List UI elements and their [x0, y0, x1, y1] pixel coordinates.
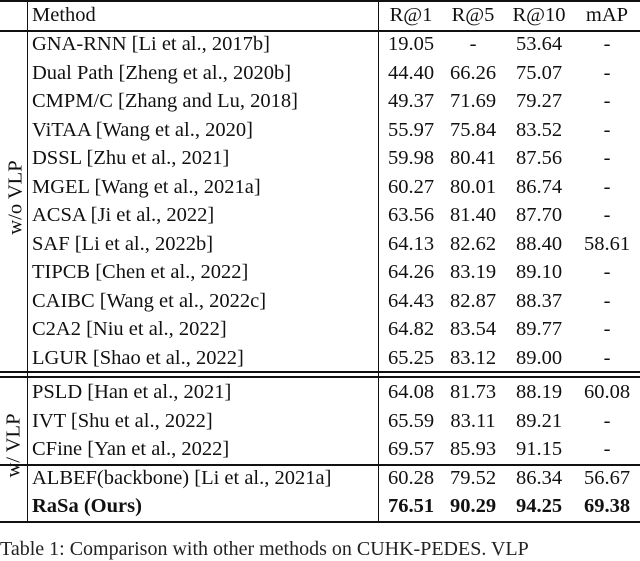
method-cell: ACSA [Ji et al., 2022] [32, 204, 215, 226]
method-cell: PSLD [Han et al., 2021] [32, 381, 232, 403]
r1-cell: 64.13 [387, 232, 435, 255]
map-cell: - [603, 289, 611, 312]
r10-cell: 79.27 [515, 90, 563, 112]
r1-cell: 64.08 [387, 381, 435, 403]
header-map: mAP [585, 4, 629, 26]
map-cell: - [603, 33, 611, 55]
r5-cell: 83.12 [449, 346, 497, 369]
method-cell: CMPM/C [Zhang and Lu, 2018] [32, 90, 298, 112]
r10-cell: 88.19 [515, 381, 563, 403]
method-cell: SAF [Li et al., 2022b] [32, 232, 214, 255]
method-cell: C2A2 [Niu et al., 2022] [32, 318, 227, 340]
r10-cell: 91.15 [515, 438, 563, 460]
r5-cell: 83.54 [449, 318, 497, 340]
r1-cell: 64.82 [387, 318, 435, 340]
map-cell: 60.08 [583, 381, 631, 403]
r5-cell: 75.84 [449, 118, 497, 141]
table-row [0, 435, 640, 464]
table-row [0, 173, 640, 202]
map-cell: - [603, 261, 611, 283]
r10-cell: 86.74 [515, 175, 563, 198]
r10-cell: 87.70 [515, 204, 563, 226]
table-row [0, 144, 640, 173]
map-cell: 56.67 [583, 467, 631, 489]
map-cell: 69.38 [583, 495, 631, 517]
r1-cell: 65.59 [387, 409, 435, 432]
map-cell: - [603, 438, 611, 460]
r5-cell: 83.19 [449, 261, 497, 283]
method-cell: TIPCB [Chen et al., 2022] [32, 261, 249, 283]
map-cell: - [603, 175, 611, 198]
table-row [0, 407, 640, 436]
r10-cell: 89.77 [515, 318, 563, 340]
r1-cell: 55.97 [387, 118, 435, 141]
r1-cell: 49.37 [387, 90, 435, 112]
table-row [0, 59, 640, 88]
method-cell: CFine [Yan et al., 2022] [32, 438, 230, 460]
r10-cell: 86.34 [515, 467, 563, 489]
r1-cell: 44.40 [387, 61, 435, 84]
r1-cell: 19.05 [387, 33, 435, 55]
map-cell: - [603, 90, 611, 112]
table-row [0, 116, 640, 145]
r1-cell: 60.27 [387, 175, 435, 198]
r10-cell: 75.07 [515, 61, 563, 84]
r10-cell: 88.37 [515, 289, 563, 312]
r1-cell: 76.51 [387, 495, 435, 517]
method-cell: ViTAA [Wang et al., 2020] [32, 118, 253, 141]
r10-cell: 89.00 [515, 346, 563, 369]
r5-cell: 79.52 [449, 467, 497, 489]
method-cell: GNA-RNN [Li et al., 2017b] [32, 33, 270, 55]
method-cell: IVT [Shu et al., 2022] [32, 409, 213, 432]
table-row [0, 287, 640, 316]
r5-cell: 71.69 [449, 90, 497, 112]
r10-cell: 53.64 [515, 33, 563, 55]
r10-cell: 83.52 [515, 118, 563, 141]
map-cell: - [603, 147, 611, 169]
map-cell: - [603, 61, 611, 84]
table-row-ours [0, 492, 640, 521]
header-r10: R@10 [512, 4, 566, 26]
r5-cell: 82.87 [449, 289, 497, 312]
method-cell: ALBEF(backbone) [Li et al., 2021a] [32, 467, 332, 489]
r5-cell: 83.11 [450, 409, 496, 432]
method-cell: CAIBC [Wang et al., 2022c] [32, 289, 267, 312]
table-row [0, 344, 640, 373]
group-label-w-vlp: w/ VLP [2, 413, 25, 478]
method-cell: MGEL [Wang et al., 2021a] [32, 175, 261, 198]
map-cell: - [603, 346, 611, 369]
table-row [0, 30, 640, 59]
r10-cell: 88.40 [515, 232, 563, 255]
r5-cell: 81.40 [449, 204, 497, 226]
r1-cell: 60.28 [387, 467, 435, 489]
r10-cell: 89.10 [515, 261, 563, 283]
method-cell: RaSa (Ours) [32, 495, 142, 517]
group-label-wo-vlp: w/o VLP [4, 160, 27, 235]
table-row [0, 258, 640, 287]
table-row [0, 201, 640, 230]
map-cell: - [603, 118, 611, 141]
header-r5: R@5 [451, 4, 495, 26]
table-row [0, 378, 640, 407]
r1-cell: 65.25 [387, 346, 435, 369]
r10-cell: 89.21 [515, 409, 563, 432]
table-caption: Table 1: Comparison with other methods on CUHK-PEDES. VLP [0, 538, 529, 560]
table-row [0, 315, 640, 344]
r1-cell: 59.98 [387, 147, 435, 169]
header-row [0, 1, 640, 30]
method-cell: DSSL [Zhu et al., 2021] [32, 147, 230, 169]
r1-cell: 63.56 [387, 204, 435, 226]
r5-cell: 80.41 [449, 147, 497, 169]
map-cell: - [603, 409, 611, 432]
r5-cell: - [469, 33, 477, 55]
r5-cell: 82.62 [449, 232, 497, 255]
r1-cell: 69.57 [387, 438, 435, 460]
table-row [0, 87, 640, 116]
map-cell: 58.61 [583, 232, 631, 255]
table-row [0, 230, 640, 259]
r5-cell: 90.29 [449, 495, 497, 517]
header-method: Method [32, 4, 96, 26]
r1-cell: 64.26 [387, 261, 435, 283]
r1-cell: 64.43 [387, 289, 435, 312]
r10-cell: 87.56 [515, 147, 563, 169]
table-row [0, 464, 640, 493]
header-r1: R@1 [389, 4, 433, 26]
method-cell: LGUR [Shao et al., 2022] [32, 346, 244, 369]
r10-cell: 94.25 [515, 495, 563, 517]
r5-cell: 80.01 [449, 175, 497, 198]
method-cell: Dual Path [Zheng et al., 2020b] [32, 61, 292, 84]
r5-cell: 81.73 [449, 381, 497, 403]
map-cell: - [603, 318, 611, 340]
map-cell: - [603, 204, 611, 226]
bottom-rule [0, 521, 640, 523]
r5-cell: 66.26 [449, 61, 497, 84]
r5-cell: 85.93 [449, 438, 497, 460]
